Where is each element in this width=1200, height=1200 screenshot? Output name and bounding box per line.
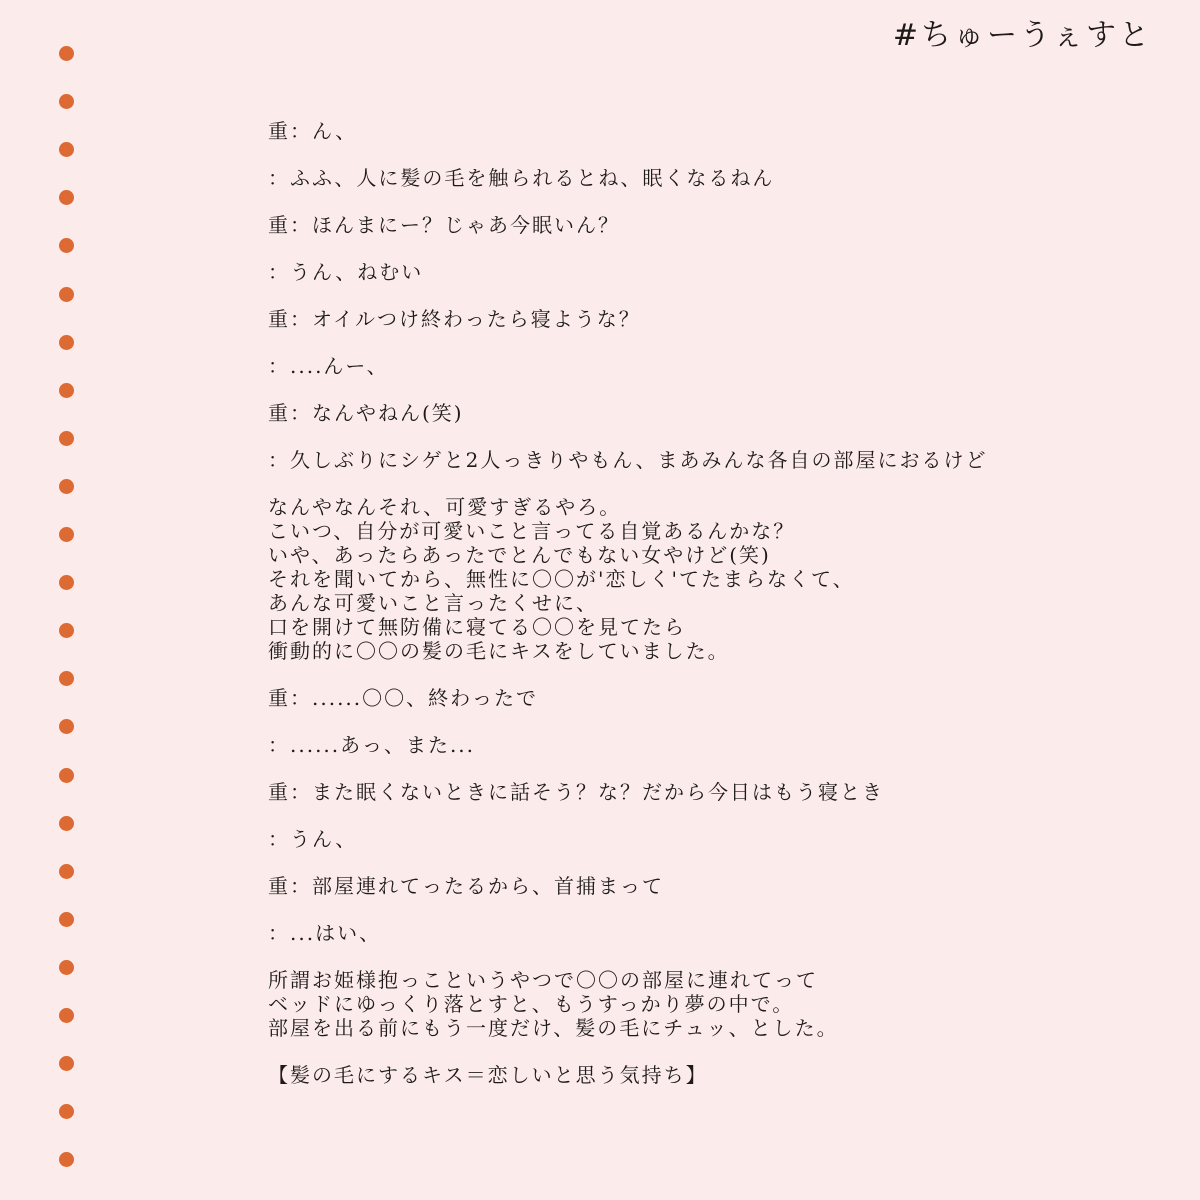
dialogue-line: ：...はい、 — [268, 921, 382, 945]
dialogue-line: 重：部屋連れてったるから、首捕まって — [268, 874, 664, 898]
decorative-dot — [59, 238, 74, 253]
decorative-dot — [59, 816, 74, 831]
dialogue-line: ：......あっ、また... — [268, 733, 476, 757]
dialogue-line: 重：ほんまにー？じゃあ今眠いん？ — [268, 213, 620, 237]
decorative-dot — [59, 575, 74, 590]
decorative-dot — [59, 479, 74, 494]
decorative-dot — [59, 527, 74, 542]
decorative-dot — [59, 46, 74, 61]
story-text — [268, 116, 1148, 1090]
narration-line: こいつ、自分が可愛いこと言ってる自覚あるんかな？ — [268, 519, 796, 543]
dialogue-line: ：うん、ねむい — [268, 260, 424, 284]
narration-line: 所謂お姫様抱っこというやつで〇〇の部屋に連れてって — [268, 968, 818, 992]
dialogue-line: 重：ん、 — [268, 119, 358, 143]
decorative-dot — [59, 335, 74, 350]
decorative-dot — [59, 768, 74, 783]
dialogue-line: ：久しぶりにシゲと2人っきりやもん、まあみんな各自の部屋におるけど — [268, 448, 988, 472]
dialogue-line: ：うん、 — [268, 827, 358, 851]
decorative-dot — [59, 94, 74, 109]
dialogue-line: ：ふふ、人に髪の毛を触られるとね、眠くなるねん — [268, 166, 775, 190]
dialogue-line: 重：また眠くないときに話そう？な？だから今日はもう寝とき — [268, 780, 884, 804]
hashtag-title: #ちゅーうぇすと — [892, 18, 1152, 53]
decorative-dot — [59, 1056, 74, 1071]
closing-line: 【髪の毛にするキス＝恋しいと思う気持ち】 — [268, 1063, 708, 1087]
decorative-dot — [59, 864, 74, 879]
decorative-dot — [59, 719, 74, 734]
narration-line: 衝動的に〇〇の髪の毛にキスをしていました。 — [268, 639, 730, 663]
decorative-dot — [59, 671, 74, 686]
dialogue-line: 重：オイルつけ終わったら寝ような？ — [268, 307, 641, 331]
decorative-dot — [59, 1104, 74, 1119]
decorative-dot — [59, 287, 74, 302]
decorative-dot — [59, 1152, 74, 1167]
decorative-dot — [59, 431, 74, 446]
narration-line: ベッドにゆっくり落とすと、もうすっかり夢の中で。 — [268, 992, 795, 1016]
decorative-dot — [59, 912, 74, 927]
narration-line: なんやなんそれ、可愛すぎるやろ。 — [268, 495, 622, 519]
decorative-dot — [59, 623, 74, 638]
narration-line: 口を開けて無防備に寝てる〇〇を見てたら — [268, 615, 686, 639]
narration-paragraph — [268, 495, 1148, 663]
decorative-dot — [59, 383, 74, 398]
dialogue-line: 重：なんやねん(笑) — [268, 401, 464, 425]
dialogue-line: ：....んー、 — [268, 354, 389, 378]
narration-line: 部屋を出る前にもう一度だけ、髪の毛にチュッ、とした。 — [268, 1016, 839, 1040]
narration-line: それを聞いてから、無性に〇〇が'恋しく'てたまらなくて、 — [268, 567, 855, 591]
decorative-dot — [59, 142, 74, 157]
narration-paragraph — [268, 968, 1148, 1040]
narration-line: いや、あったらあったでとんでもない女やけど(笑) — [268, 543, 771, 567]
decorative-dot — [59, 1008, 74, 1023]
decorative-dot — [59, 960, 74, 975]
narration-line: あんな可愛いこと言ったくせに、 — [268, 591, 598, 615]
dialogue-line: 重：......〇〇、終わったで — [268, 686, 538, 710]
decorative-dot — [59, 190, 74, 205]
